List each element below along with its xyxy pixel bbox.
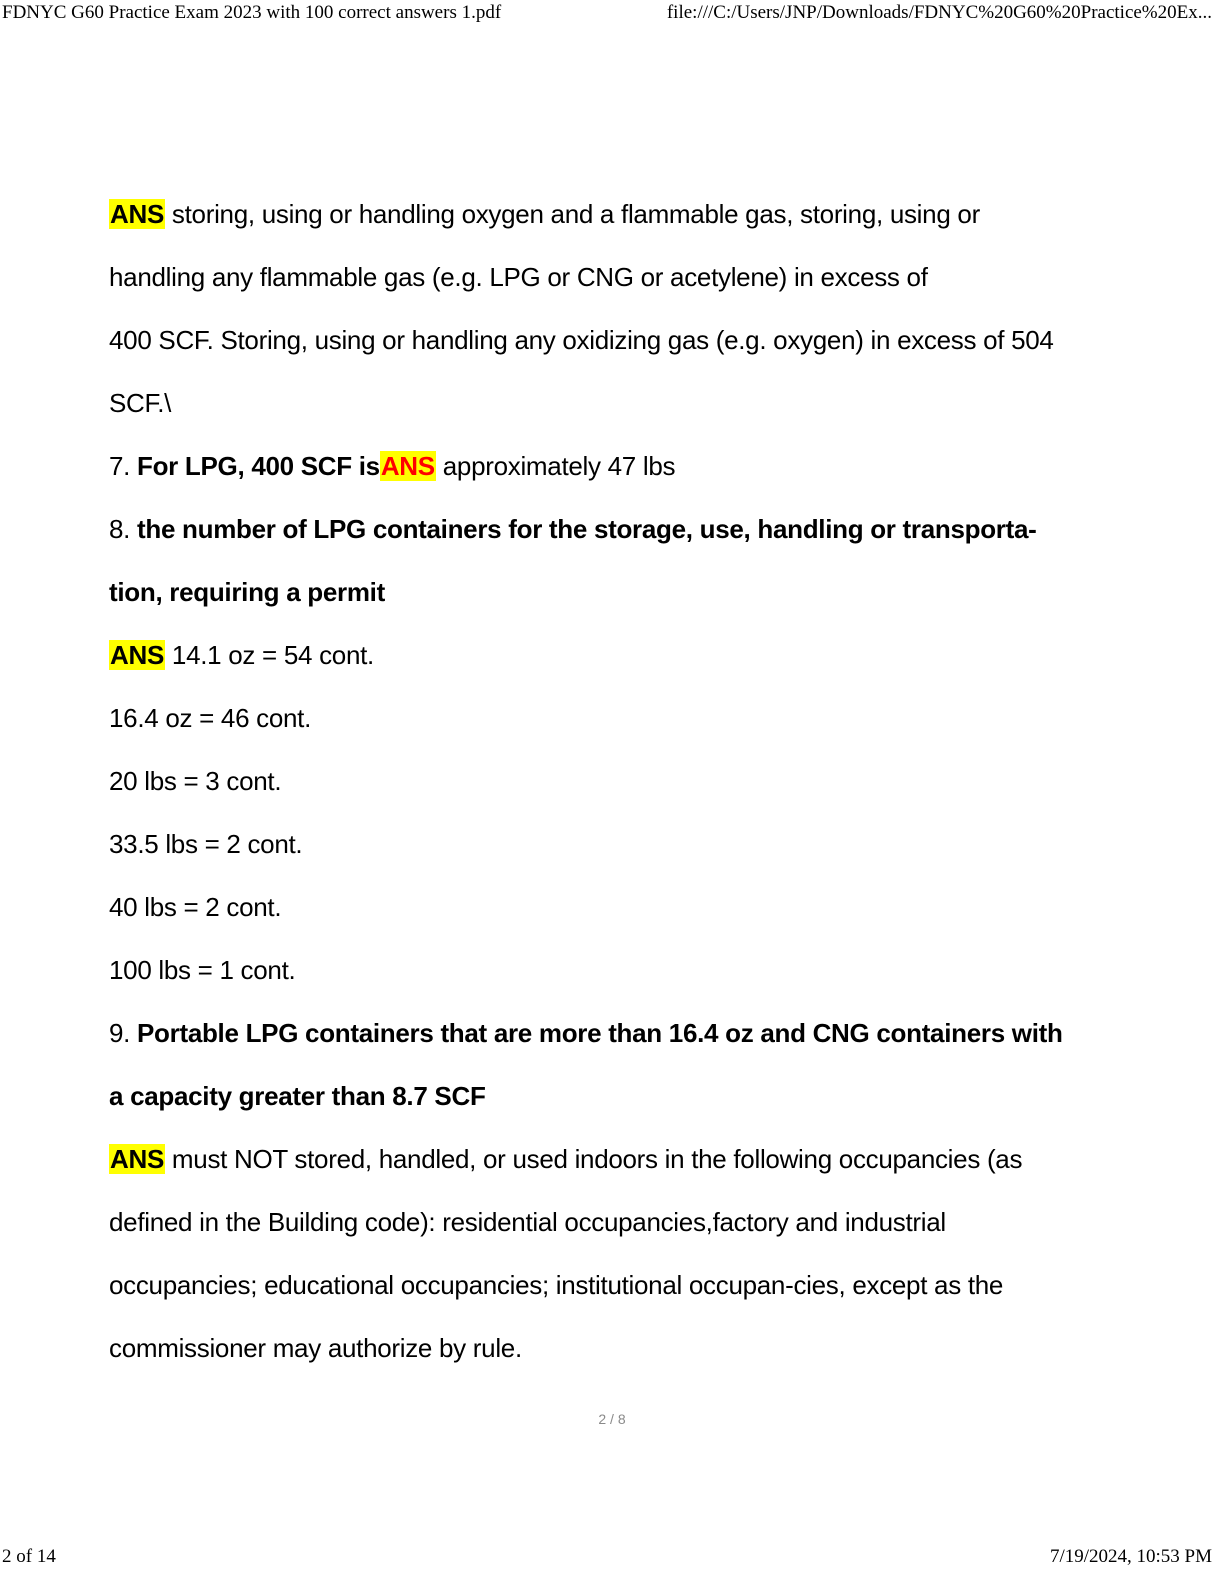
answer-8-line-6: 100 lbs = 1 cont.: [109, 955, 296, 985]
answer-6-line-1: [109, 183, 1109, 246]
question-number: 8.: [109, 514, 138, 544]
question-8-line-1: [109, 498, 1109, 561]
question-text: Portable LPG containers that are more than 16.4 oz and CNG containers with: [137, 1018, 1063, 1048]
question-text: the number of LPG containers for the storage, use, handling or transporta-: [137, 514, 1037, 544]
answer-text: approximately 47 lbs: [435, 451, 676, 481]
question-number: 9.: [109, 1018, 138, 1048]
page-count: 2 of 14: [2, 1546, 56, 1567]
answer-6-line-4: SCF.\: [109, 388, 172, 418]
print-datetime: 7/19/2024, 10:53 PM: [1049, 1546, 1212, 1567]
answer-9-line-1: [109, 1128, 1109, 1191]
answer-8-line-2: 16.4 oz = 46 cont.: [109, 703, 312, 733]
question-9-line-1: [109, 1002, 1109, 1065]
answer-6-line-3: 400 SCF. Storing, using or handling any oxidizing gas (e.g. oxygen) in excess of 504: [109, 325, 1054, 355]
answer-8-line-5: 40 lbs = 2 cont.: [109, 892, 282, 922]
doc-title: FDNYC G60 Practice Exam 2023 with 100 correct answers 1.pdf: [2, 2, 502, 23]
answer-text: must NOT stored, handled, or used indoors in the following occupancies (as: [165, 1144, 1023, 1174]
answer-9-line-2: defined in the Building code): residential occupancies,factory and industrial: [109, 1207, 946, 1237]
file-url: file:///C:/Users/JNP/Downloads/FDNYC%20G60%20Practice%20Ex...: [666, 2, 1212, 23]
ans-highlight: ANS: [110, 199, 164, 229]
ans-highlight: ANS: [110, 1144, 164, 1174]
answer-text: 14.1 oz = 54 cont.: [165, 640, 374, 670]
page-number: 2 / 8: [598, 1411, 626, 1427]
question-8-line-2: tion, requiring a permit: [109, 577, 385, 607]
question-number: 7.: [109, 451, 138, 481]
answer-8-line-1: [109, 624, 1109, 687]
question-text: For LPG, 400 SCF is: [137, 451, 380, 481]
answer-8-line-4: 33.5 lbs = 2 cont.: [109, 829, 303, 859]
question-9-line-2: a capacity greater than 8.7 SCF: [109, 1081, 486, 1111]
answer-9-line-4: commissioner may authorize by rule.: [109, 1333, 522, 1363]
ans-highlight-red: ANS: [380, 451, 435, 481]
answer-9-line-3: occupancies; educational occupancies; institutional occupan-cies, except as the: [109, 1270, 1004, 1300]
answer-text: storing, using or handling oxygen and a flammable gas, storing, using or: [165, 199, 980, 229]
answer-6-line-2: handling any flammable gas (e.g. LPG or CNG or acetylene) in excess of: [109, 262, 928, 292]
question-7: [109, 435, 1109, 498]
answer-8-line-3: 20 lbs = 3 cont.: [109, 766, 282, 796]
document-body: [109, 183, 1109, 1380]
ans-highlight: ANS: [110, 640, 164, 670]
